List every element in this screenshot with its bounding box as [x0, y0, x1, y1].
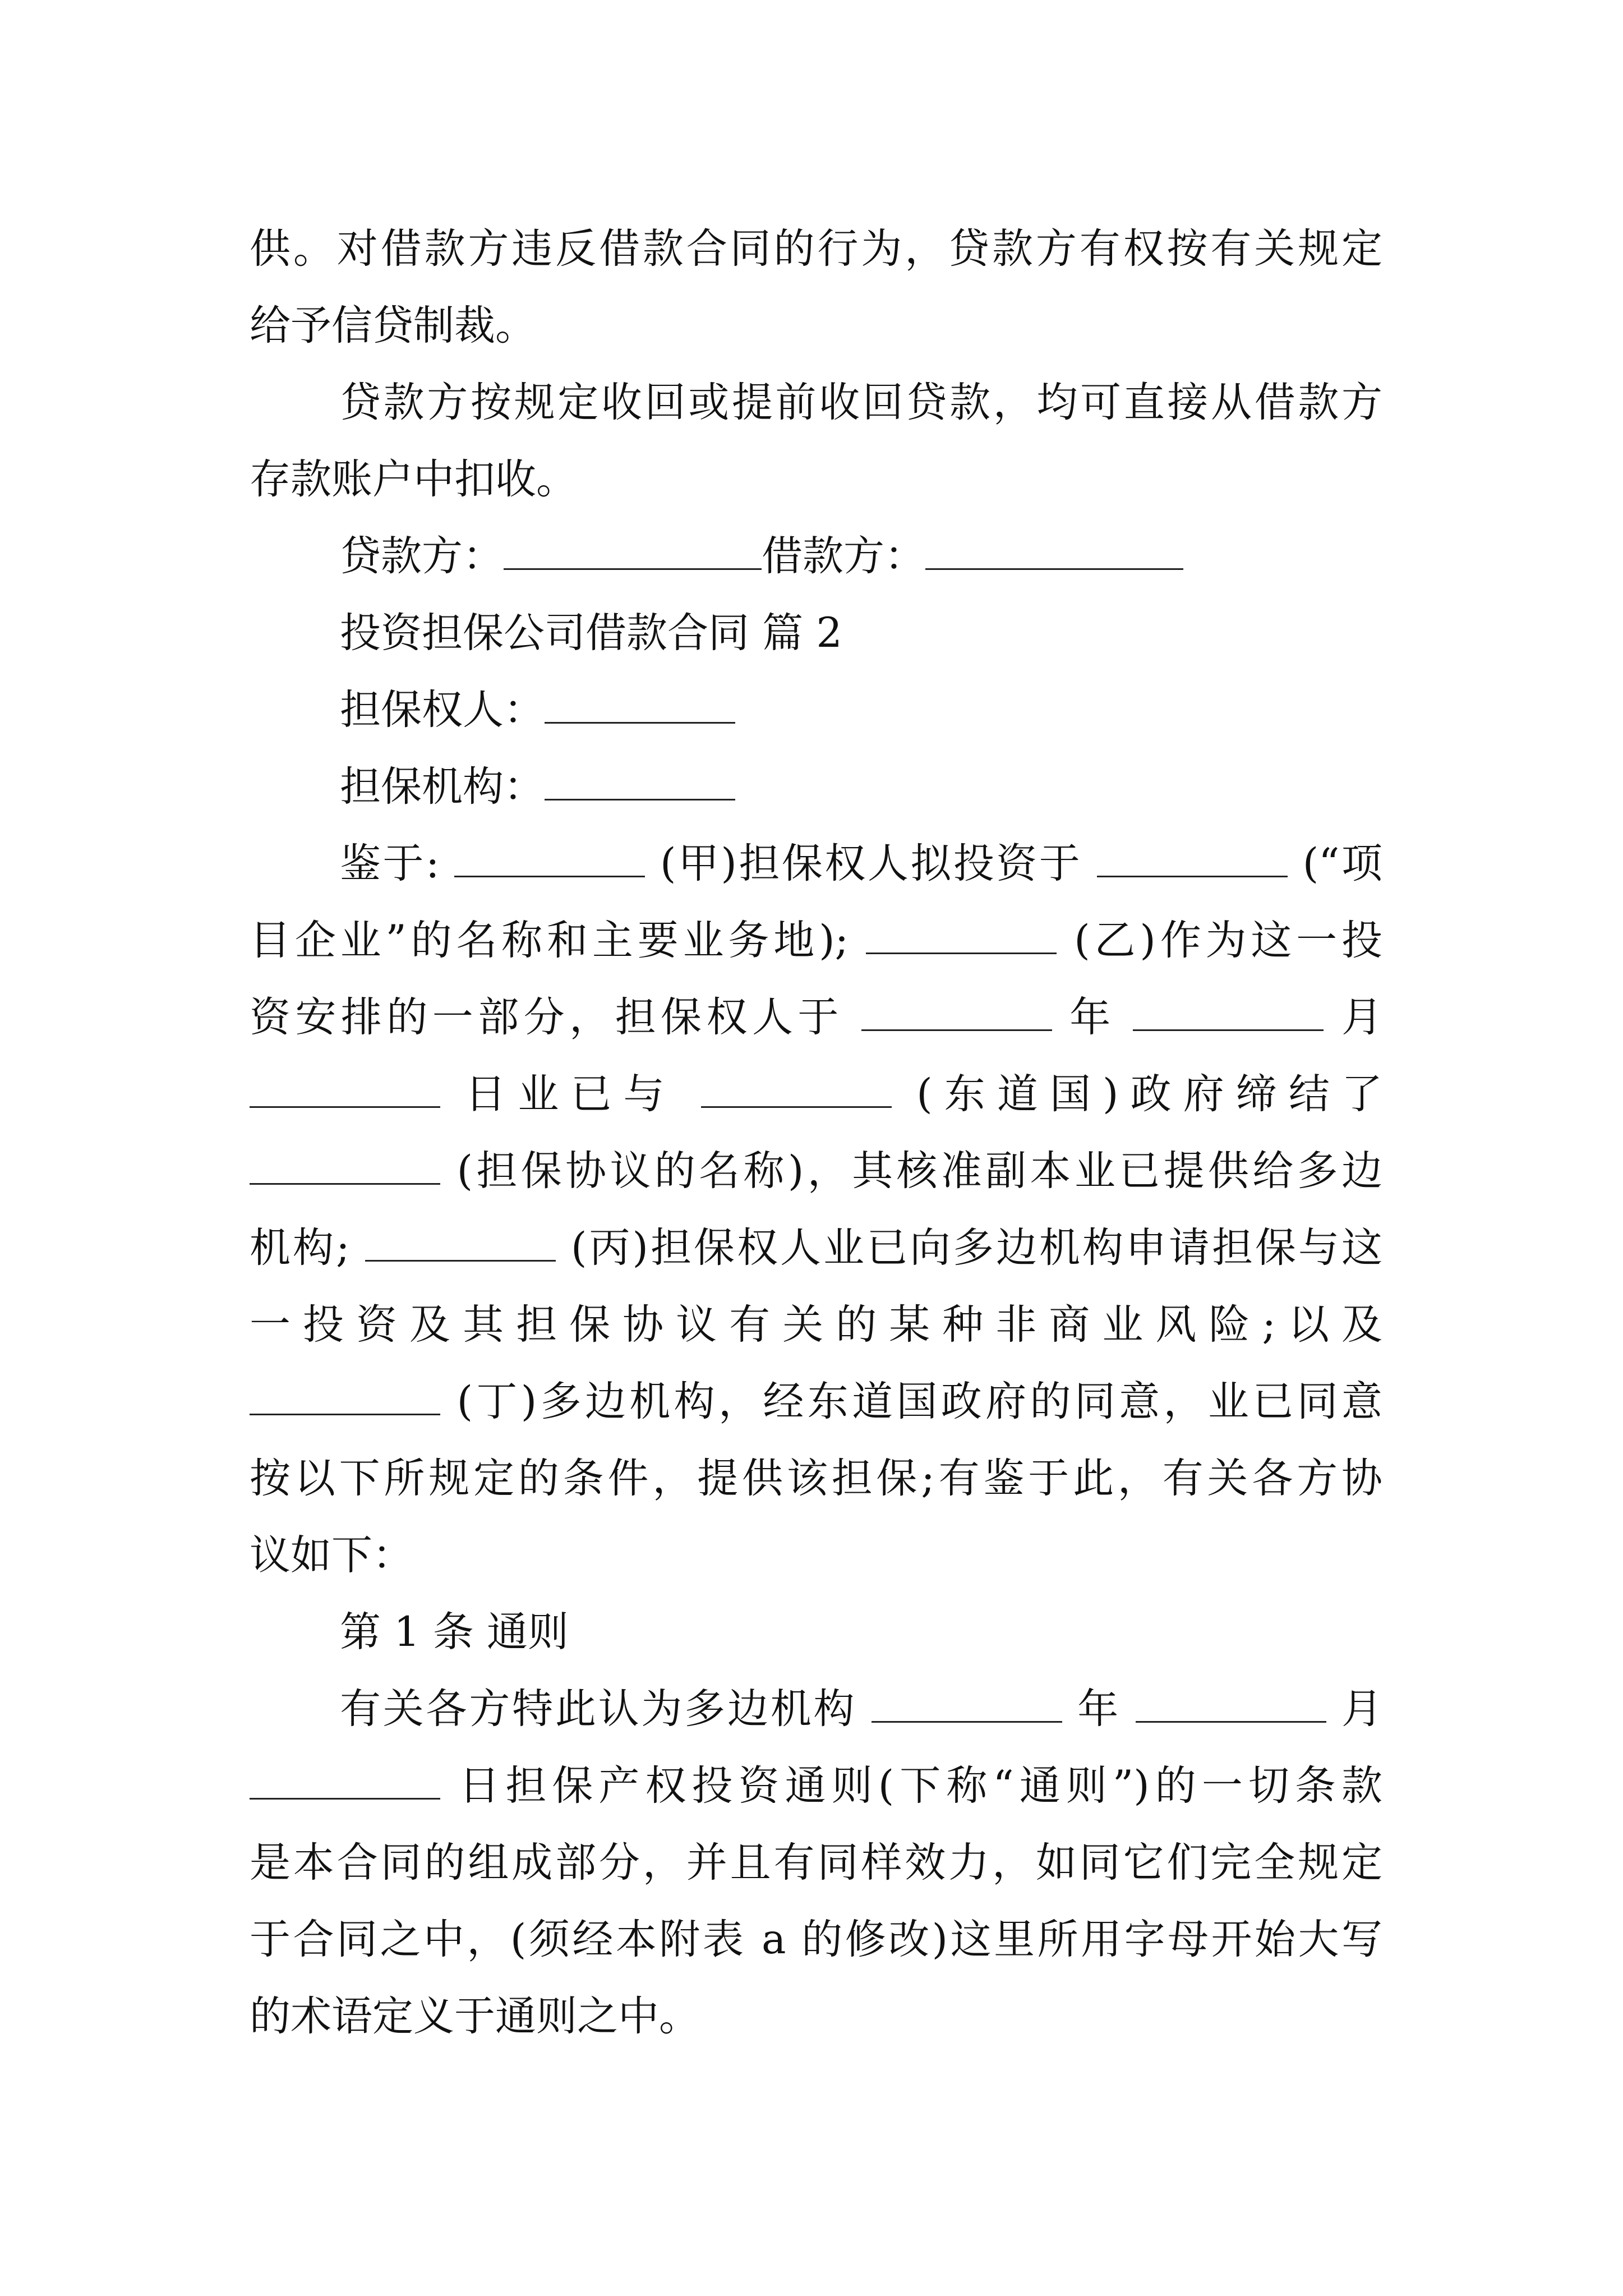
paragraph-line: 供。对借款方违反借款合同的行为，贷款方有权按有关规定	[250, 225, 1382, 273]
fill-blank	[1136, 1682, 1326, 1723]
signature-line	[250, 518, 1382, 595]
fill-blank	[861, 991, 1052, 1031]
fill-blank	[365, 1221, 556, 1262]
fill-blank	[545, 683, 735, 724]
lender-blank	[504, 530, 762, 570]
document-page	[250, 210, 1382, 2055]
guarantee-holder-line: 担保权人：	[250, 671, 1382, 748]
fill-blank	[1097, 837, 1288, 877]
paragraph-line: 机构; (丙)担保权人业已向多边机构申请担保与这	[250, 1209, 1382, 1286]
fill-blank	[250, 1759, 440, 1800]
lender-label: 贷款方：	[340, 532, 504, 580]
paragraph-line: 贷款方按规定收回或提前收回贷款，均可直接从借款方	[340, 379, 1382, 426]
paragraph-line: 是本合同的组成部分，并且有同样效力，如同它们完全规定	[250, 1839, 1382, 1887]
paragraph-line: 资安排的一部分，担保权人于 年 月	[250, 979, 1382, 1056]
borrower-label: 借款方：	[762, 532, 925, 580]
fill-blank	[872, 1682, 1062, 1723]
paragraph-line: 的术语定义于通则之中。	[250, 1993, 700, 2040]
paragraph-line: 一投资及其担保协议有关的某种非商业风险;以及	[250, 1301, 1382, 1349]
fill-blank	[250, 1068, 440, 1108]
section-title: 投资担保公司借款合同 篇 2	[340, 609, 842, 657]
paragraph-line: 议如下：	[250, 1531, 413, 1579]
fill-blank	[545, 760, 735, 800]
paragraph-line: 给予信贷制裁。	[250, 302, 536, 349]
paragraph-line: 日担保产权投资通则(下称“通则”)的一切条款	[250, 1747, 1382, 1824]
fill-blank	[701, 1068, 892, 1108]
paragraph-line: 目企业”的名称和主要业务地); (乙)作为这一投	[250, 902, 1382, 979]
fill-blank	[454, 837, 645, 877]
borrower-blank	[925, 530, 1183, 570]
paragraph-line: 按以下所规定的条件，提供该担保;有鉴于此，有关各方协	[250, 1455, 1382, 1502]
paragraph-line: 存款账户中扣收。	[250, 455, 577, 503]
fill-blank	[250, 1144, 440, 1185]
article-heading: 第 1 条 通则	[340, 1608, 569, 1656]
fill-blank	[1133, 991, 1324, 1031]
guarantee-agency-line: 担保机构：	[250, 748, 1382, 825]
fill-blank	[866, 914, 1057, 954]
paragraph-line: 日业已与 (东道国)政府缔结了	[250, 1056, 1382, 1133]
fill-blank	[250, 1375, 440, 1415]
paragraph-line: 鉴于: (甲)担保权人拟投资于 (“项	[250, 825, 1382, 902]
paragraph-line: 有关各方特此认为多边机构 年 月	[250, 1671, 1382, 1747]
paragraph-line: (担保协议的名称)，其核准副本业已提供给多边	[250, 1133, 1382, 1209]
paragraph-line: 于合同之中，(须经本附表 a 的修改)这里所用字母开始大写	[250, 1916, 1382, 1963]
paragraph-line: (丁)多边机构，经东道国政府的同意，业已同意	[250, 1363, 1382, 1440]
